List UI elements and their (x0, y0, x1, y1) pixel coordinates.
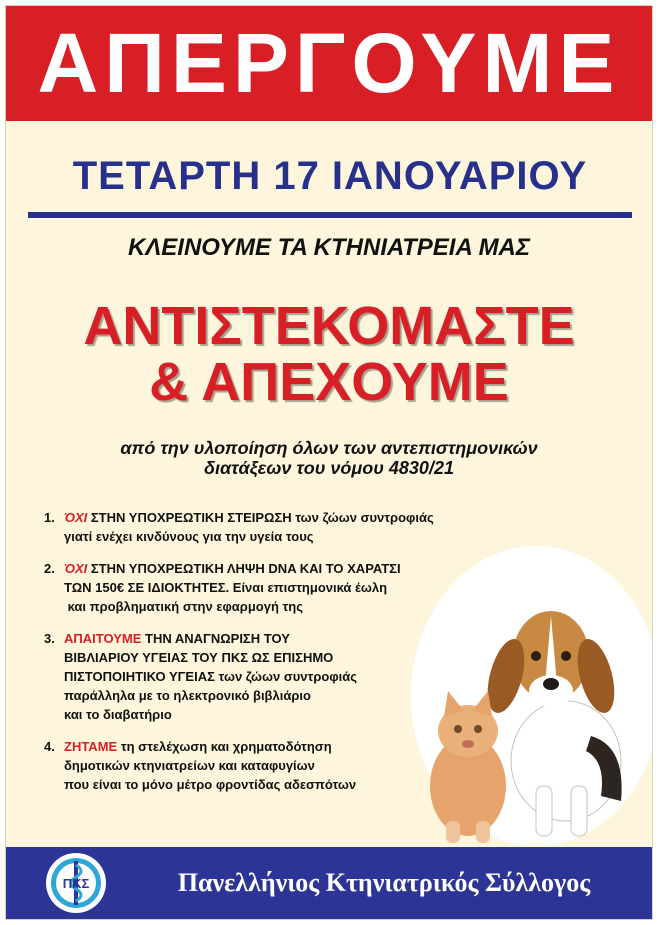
association-name: Πανελλήνιος Κτηνιατρικός Σύλλογος (177, 868, 591, 897)
demand-text: ΠΙΣΤΟΠΟΙΗΤΙΚΟ ΥΓΕΙΑΣ των ζώων συντροφιάς (64, 669, 357, 684)
demand-text: ΒΙΒΛΙΑΡΙΟΥ ΥΓΕΙΑΣ ΤΟΥ ΠΚΣ ΩΣ ΕΠΙΣΗΜΟ (64, 650, 334, 665)
demand-text: ΤΗΝ ΑΝΑΓΝΩΡΙΣΗ ΤΟΥ (141, 631, 290, 646)
demand-item-2 (44, 559, 514, 616)
demand-item-4 (44, 737, 514, 794)
demand-item-1 (44, 508, 514, 546)
demand-number: 4. (44, 739, 55, 754)
strike-banner (6, 6, 652, 121)
demand-text: ΤΩΝ 150€ ΣΕ ΙΔΙΟΚΤΗΤΕΣ. Είναι επιστημονικά έωλη (64, 580, 388, 595)
strike-title: ΑΠΕΡΓΟΥΜΕ (37, 16, 621, 110)
law-subtitle (6, 438, 652, 478)
date-underline (28, 212, 632, 218)
demand-number: 1. (44, 510, 55, 525)
strike-date: ΤΕΤΑΡΤΗ 17 ΙΑΝΟΥΑΡΙΟΥ (72, 154, 588, 198)
resist-line-1: ΑΝΤΙΣΤΕΚΟΜΑΣΤΕ (83, 296, 575, 356)
demand-text: γιατί ενέχει κινδύνους για την υγεία τους (64, 529, 314, 544)
demands-list (44, 508, 514, 807)
demand-keyword: ΖΗΤΑΜΕ (64, 739, 118, 754)
demand-text: και προβληματική στην εφαρμογή της (64, 599, 304, 614)
demand-number: 2. (44, 561, 55, 576)
demand-keyword: ΌΧΙ (64, 510, 88, 525)
demand-number: 3. (44, 631, 55, 646)
closure-notice: ΚΛΕΙΝΟΥΜΕ ΤΑ ΚΤΗΝΙΑΤΡΕΙΑ ΜΑΣ (127, 234, 531, 261)
demand-text: ΣΤΗΝ ΥΠΟΧΡΕΩΤΙΚΗ ΛΗΨΗ DNA ΚΑΙ ΤΟ ΧΑΡΑΤΣΙ (87, 561, 401, 576)
demand-keyword: ΌΧΙ (64, 561, 88, 576)
demand-text: και το διαβατήριο (64, 707, 172, 722)
footer-banner (6, 847, 652, 919)
logo-text: ΠΚΣ (62, 876, 90, 891)
demand-text: δημοτικών κτηνιατρείων και καταφυγίων (64, 758, 315, 773)
demand-item-3 (44, 629, 514, 724)
demand-keyword: ΑΠΑΙΤΟΥΜΕ (64, 631, 142, 646)
poster (5, 5, 653, 920)
resist-headline (6, 298, 652, 410)
association-logo-icon (44, 851, 108, 915)
demand-text: που είναι το μόνο μέτρο φροντίδας αδεσπότων (64, 777, 357, 792)
demand-text: παράλληλα με το ηλεκτρονικό βιβλιάριο (64, 688, 311, 703)
demand-text: ΣΤΗΝ ΥΠΟΧΡΕΩΤΙΚΗ ΣΤΕΙΡΩΣΗ των ζώων συντροφιάς (87, 510, 434, 525)
demand-text: τη στελέχωση και χρηματοδότηση (117, 739, 332, 754)
resist-line-2: & ΑΠΕΧΟΥΜΕ (149, 352, 509, 412)
law-subtitle-line-1: από την υλοποίηση όλων των αντεπιστημονικών (120, 438, 538, 458)
law-subtitle-line-2: διατάξεων του νόμου 4830/21 (204, 458, 454, 478)
